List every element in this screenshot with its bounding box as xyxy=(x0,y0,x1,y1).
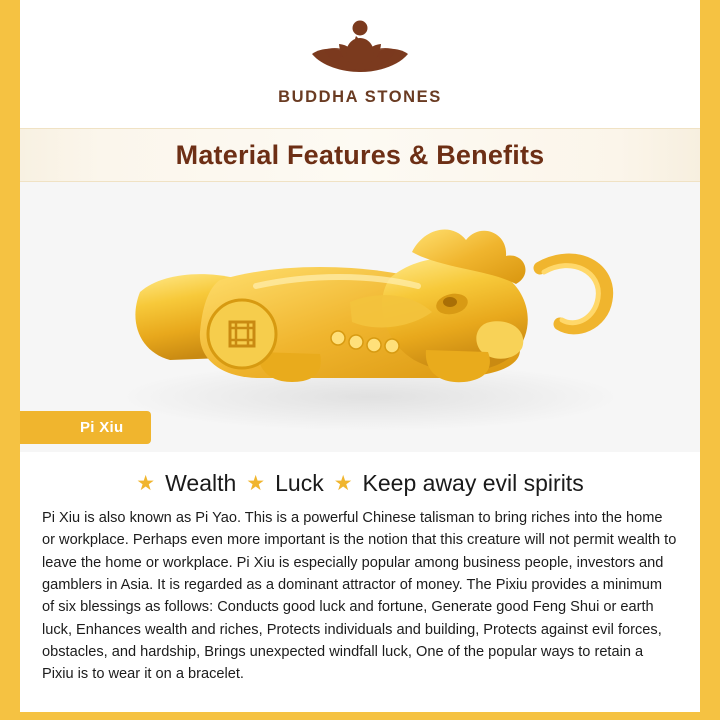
star-icon: ★ xyxy=(246,472,266,495)
star-icon: ★ xyxy=(333,472,353,495)
description-text: Pi Xiu is also known as Pi Yao. This is a powerful Chinese talisman to bring riches into the home or workplace. Perhaps even more important is the notion that this creature will not permit wealth to leave the home or workplace. Pi Xiu is especially popular among business people, investors and gamblers in Asia. It is regarded as a dominant attractor of money. The Pixiu provides a minimum of six blessings as follows: Conducts good luck and fortune, Generate good Feng Shui or earth luck, Enhances wealth and riches, Protects individuals and building, Protects against evil forces, obstacles, and hardship, Brings unexpected windfall luck, One of the popular ways to retain a Pixiu is to wear it on a bracelet. xyxy=(42,510,677,683)
benefit-item-evil-spirits: Keep away evil spirits xyxy=(362,470,584,496)
lotus-meditation-icon xyxy=(294,14,426,86)
benefits-headline xyxy=(20,452,700,503)
left-gold-border xyxy=(0,0,20,720)
card-inner xyxy=(20,0,700,720)
benefit-item-wealth: Wealth xyxy=(165,470,237,496)
brand-header xyxy=(20,0,700,128)
product-image xyxy=(20,182,700,452)
brand-name: BUDDHA STONES xyxy=(278,88,442,106)
right-gold-border xyxy=(700,0,720,720)
image-caption: Pi Xiu xyxy=(20,411,151,444)
star-icon: ★ xyxy=(136,472,156,495)
benefit-item-luck: Luck xyxy=(275,470,324,496)
page-title: Material Features & Benefits xyxy=(175,139,545,170)
bottom-gold-border xyxy=(0,712,720,720)
section-title-banner xyxy=(20,128,700,182)
